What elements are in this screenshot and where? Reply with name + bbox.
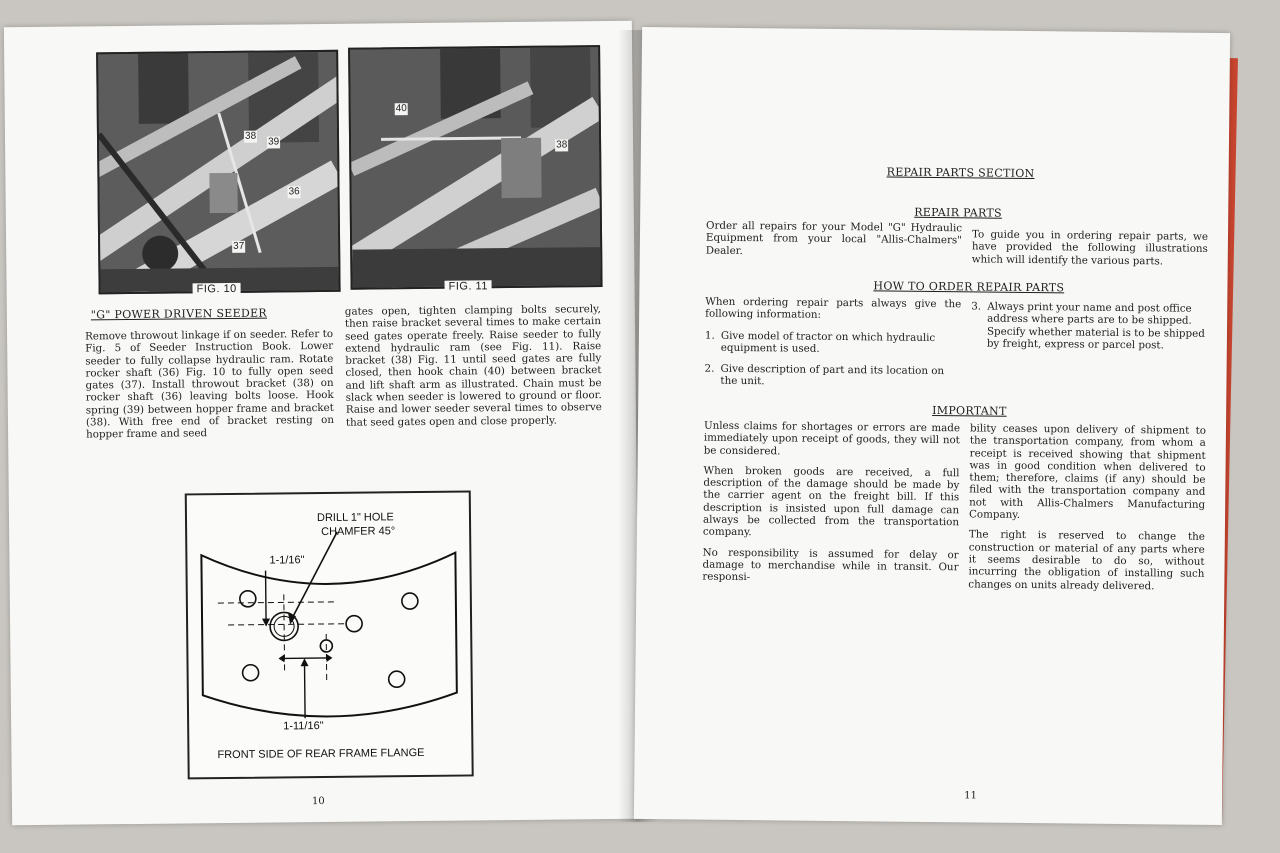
important-heading: IMPORTANT	[932, 404, 1007, 418]
repair-parts-col2: To guide you in ordering repair parts, we have provided the following illustrations which will identify the various parts.	[971, 228, 1209, 268]
important-paragraph: bility ceases upon delivery of shipment to the transportation company, from whom a receipt is received showing that shipment was in good condition when delivered to them; therefore, claims (if any) should be filed with the transportation company and not with Allis-Chalmers Manufacturing Company.	[969, 422, 1207, 522]
order-step-text: Give model of tractor on which hydraulic equipment is used.	[720, 329, 936, 356]
order-steps-left	[704, 330, 961, 398]
order-step	[971, 300, 1208, 352]
important-paragraph: No responsibility is assumed for delay or damage to merchandise while in transit. Our responsi-	[702, 546, 959, 584]
fig-10-photo	[96, 50, 341, 295]
diagram-caption: FRONT SIDE OF REAR FRAME FLANGE	[217, 746, 425, 762]
order-step-text: Always print your name and post office address where parts are to be shipped. Specify whether material is to be shipped by freight, express or parcel post.	[986, 300, 1205, 352]
important-col2	[968, 422, 1206, 600]
repair-parts-section-title: REPAIR PARTS SECTION	[886, 165, 1035, 181]
seeder-text-col2: gates open, tighten clamping bolts securely, then raise bracket several times to make certain seed gates operate freely. Raise seeder to fully extend hydraulic ram (see Fig. 11). Raise bracket (38) Fig. 11 until seed gates are fully closed, then hook chain (40) between bracket and lift shaft arm as illustrated. Chain must be slack when seeder is lowered to ground or floor. Raise and lower seeder several times to observe that seed gates open and close properly.	[344, 303, 602, 429]
how-to-order-heading: HOW TO ORDER REPAIR PARTS	[873, 279, 1065, 295]
how-to-order-intro: When ordering repair parts always give the following information:	[705, 295, 962, 322]
rear-frame-flange-diagram	[185, 490, 474, 779]
fig-10-callout: 38	[244, 130, 257, 142]
fig-11-photo	[348, 45, 603, 290]
left-page	[4, 21, 640, 826]
fig-11-callout: 40	[395, 103, 407, 115]
drill-hole-label: DRILL 1" HOLE	[316, 511, 394, 525]
important-col1	[702, 420, 960, 594]
order-step-number: 3.	[971, 300, 982, 313]
order-step-text: Give description of part and its location on the unit.	[720, 362, 945, 388]
dimension-top-label: 1-1/16"	[269, 554, 305, 567]
important-paragraph: The right is reserved to change the construction or material of any parts where it seems desirable to do so, without incurring the obligation of installing such changes on units already delivered.	[968, 528, 1205, 592]
repair-parts-heading: REPAIR PARTS	[914, 205, 1002, 220]
fig-11-callout: 38	[556, 139, 568, 151]
fig-11-caption: FIG. 11	[445, 280, 492, 292]
fig-10-callout: 36	[288, 186, 300, 198]
page-number-left: 10	[311, 795, 325, 808]
important-paragraph: Unless claims for shortages or errors are made immediately upon receipt of goods, they will not be considered.	[703, 419, 961, 458]
dimension-bottom-label: 1-11/16"	[283, 720, 324, 733]
order-steps-right	[971, 300, 1208, 360]
order-step-number: 1.	[704, 329, 715, 342]
order-step-number: 2.	[704, 362, 715, 375]
order-step	[704, 362, 960, 389]
seeder-text-col1: Remove throwout linkage if on seeder. Refer to Fig. 5 of Seeder Instruction Book. Lower seeder to fully collapse hydraulic ram. Rotate rocker shaft (36) Fig. 10 to fully open seed gates (37). Install throwout bracket (38) on rocker shaft (36) leaving bolts loose. Hook spring (39) between hopper frame and bracket (38). With free end of bracket resting on hopper frame and seed	[85, 327, 335, 441]
order-step	[705, 330, 961, 357]
repair-parts-col1: Order all repairs for your Model "G" Hydraulic Equipment from your local "Allis-Chalmers" Dealer.	[705, 219, 963, 257]
page-number-right: 11	[964, 790, 977, 802]
seeder-section-title: "G" POWER DRIVEN SEEDER	[90, 306, 268, 322]
right-page	[634, 27, 1230, 825]
fig-10-callout: 37	[233, 240, 245, 252]
fig-10-caption: FIG. 10	[193, 283, 241, 296]
fig-10-callout: 39	[267, 136, 280, 148]
chamfer-label: CHAMFER 45°	[321, 525, 396, 539]
important-paragraph: When broken goods are received, a full description of the damage should be made by the carrier agent on the freight bill. If this description is insisted upon full damage can always be collected from the transportation company.	[702, 464, 960, 539]
